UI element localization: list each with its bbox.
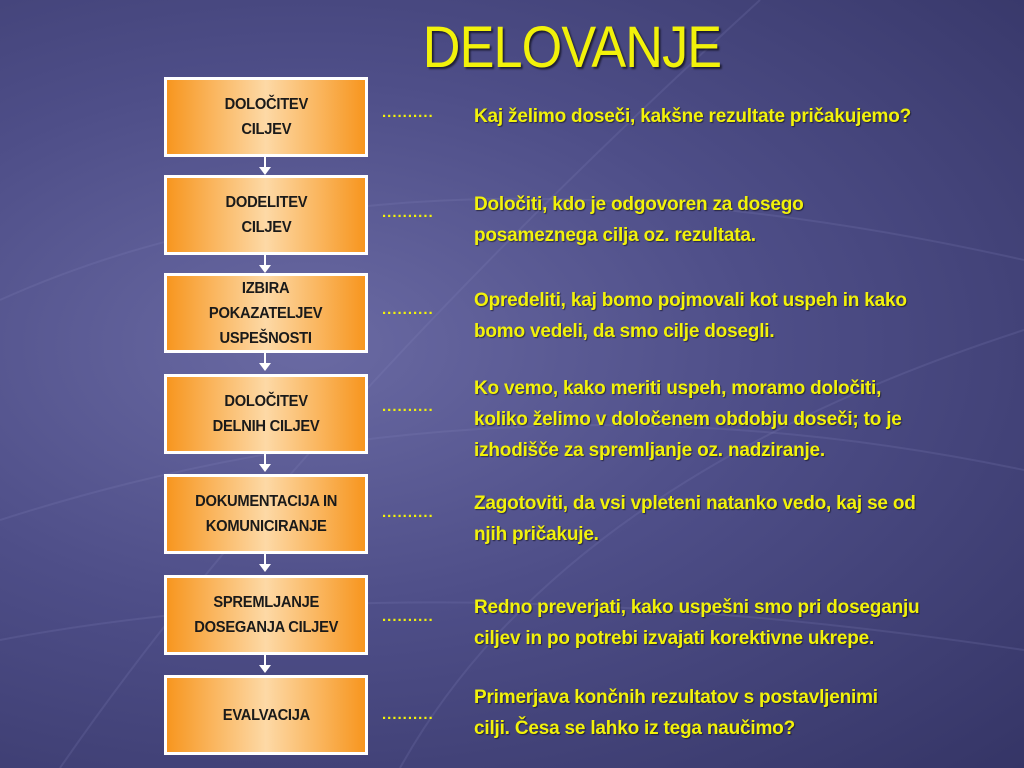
step-box-dokumentacija xyxy=(164,474,368,554)
step-label: SPREMLJANJE DOSEGANJA CILJEV xyxy=(194,594,338,636)
step-box-dodelitev-ciljev xyxy=(164,175,368,255)
dotted-leader: .......... xyxy=(382,204,434,221)
dotted-leader: .......... xyxy=(382,706,434,723)
flow-arrow-icon xyxy=(259,464,271,472)
step-description: Določiti, kdo je odgovoren za dosego posameznega cilja oz. rezultata. xyxy=(474,194,804,246)
step-label: DOLOČITEV DELNIH CILJEV xyxy=(212,393,320,435)
dotted-leader: .......... xyxy=(382,104,434,121)
step-description: Opredeliti, kaj bomo pojmovali kot uspeh in kako bomo vedeli, da smo cilje dosegli. xyxy=(474,290,907,342)
step-description: Primerjava končnih rezultatov s postavljenimi cilji. Česa se lahko iz tega naučimo? xyxy=(474,687,878,739)
flow-arrow-icon xyxy=(259,564,271,572)
step-description: Redno preverjati, kako uspešni smo pri doseganju ciljev in po potrebi izvajati korektivne ukrepe. xyxy=(474,597,920,649)
page-title: DELOVANJE xyxy=(422,15,722,80)
flow-arrow-icon xyxy=(259,167,271,175)
step-label: EVALVACIJA xyxy=(222,706,310,724)
step-box-spremljanje xyxy=(164,575,368,655)
step-box-izbira-pokazateljev xyxy=(164,273,368,353)
step-description: Kaj želimo doseči, kakšne rezultate pričakujemo? xyxy=(474,106,912,127)
dotted-leader: .......... xyxy=(382,608,434,625)
step-label: DOKUMENTACIJA IN KOMUNICIRANJE xyxy=(195,493,337,535)
step-box-evalvacija xyxy=(164,675,368,755)
flow-arrow-icon xyxy=(259,665,271,673)
step-box-dolocitev-delnih-ciljev xyxy=(164,374,368,454)
flow-arrow-icon xyxy=(259,265,271,273)
step-label: DODELITEV CILJEV xyxy=(225,194,307,236)
step-description: Ko vemo, kako meriti uspeh, moramo določiti, koliko želimo v določenem obdobju doseči; to je izhodišče za spremljanje oz. nadziranje. xyxy=(474,378,902,461)
dotted-leader: .......... xyxy=(382,504,434,521)
step-box-dolocitev-ciljev xyxy=(164,77,368,157)
step-label: IZBIRA POKAZATELJEV USPEŠNOSTI xyxy=(209,279,323,347)
dotted-leader: .......... xyxy=(382,398,434,415)
step-description: Zagotoviti, da vsi vpleteni natanko vedo, kaj se od njih pričakuje. xyxy=(474,493,916,545)
dotted-leader: .......... xyxy=(382,301,434,318)
flow-arrow-icon xyxy=(259,363,271,371)
step-label: DOLOČITEV CILJEV xyxy=(224,96,308,138)
